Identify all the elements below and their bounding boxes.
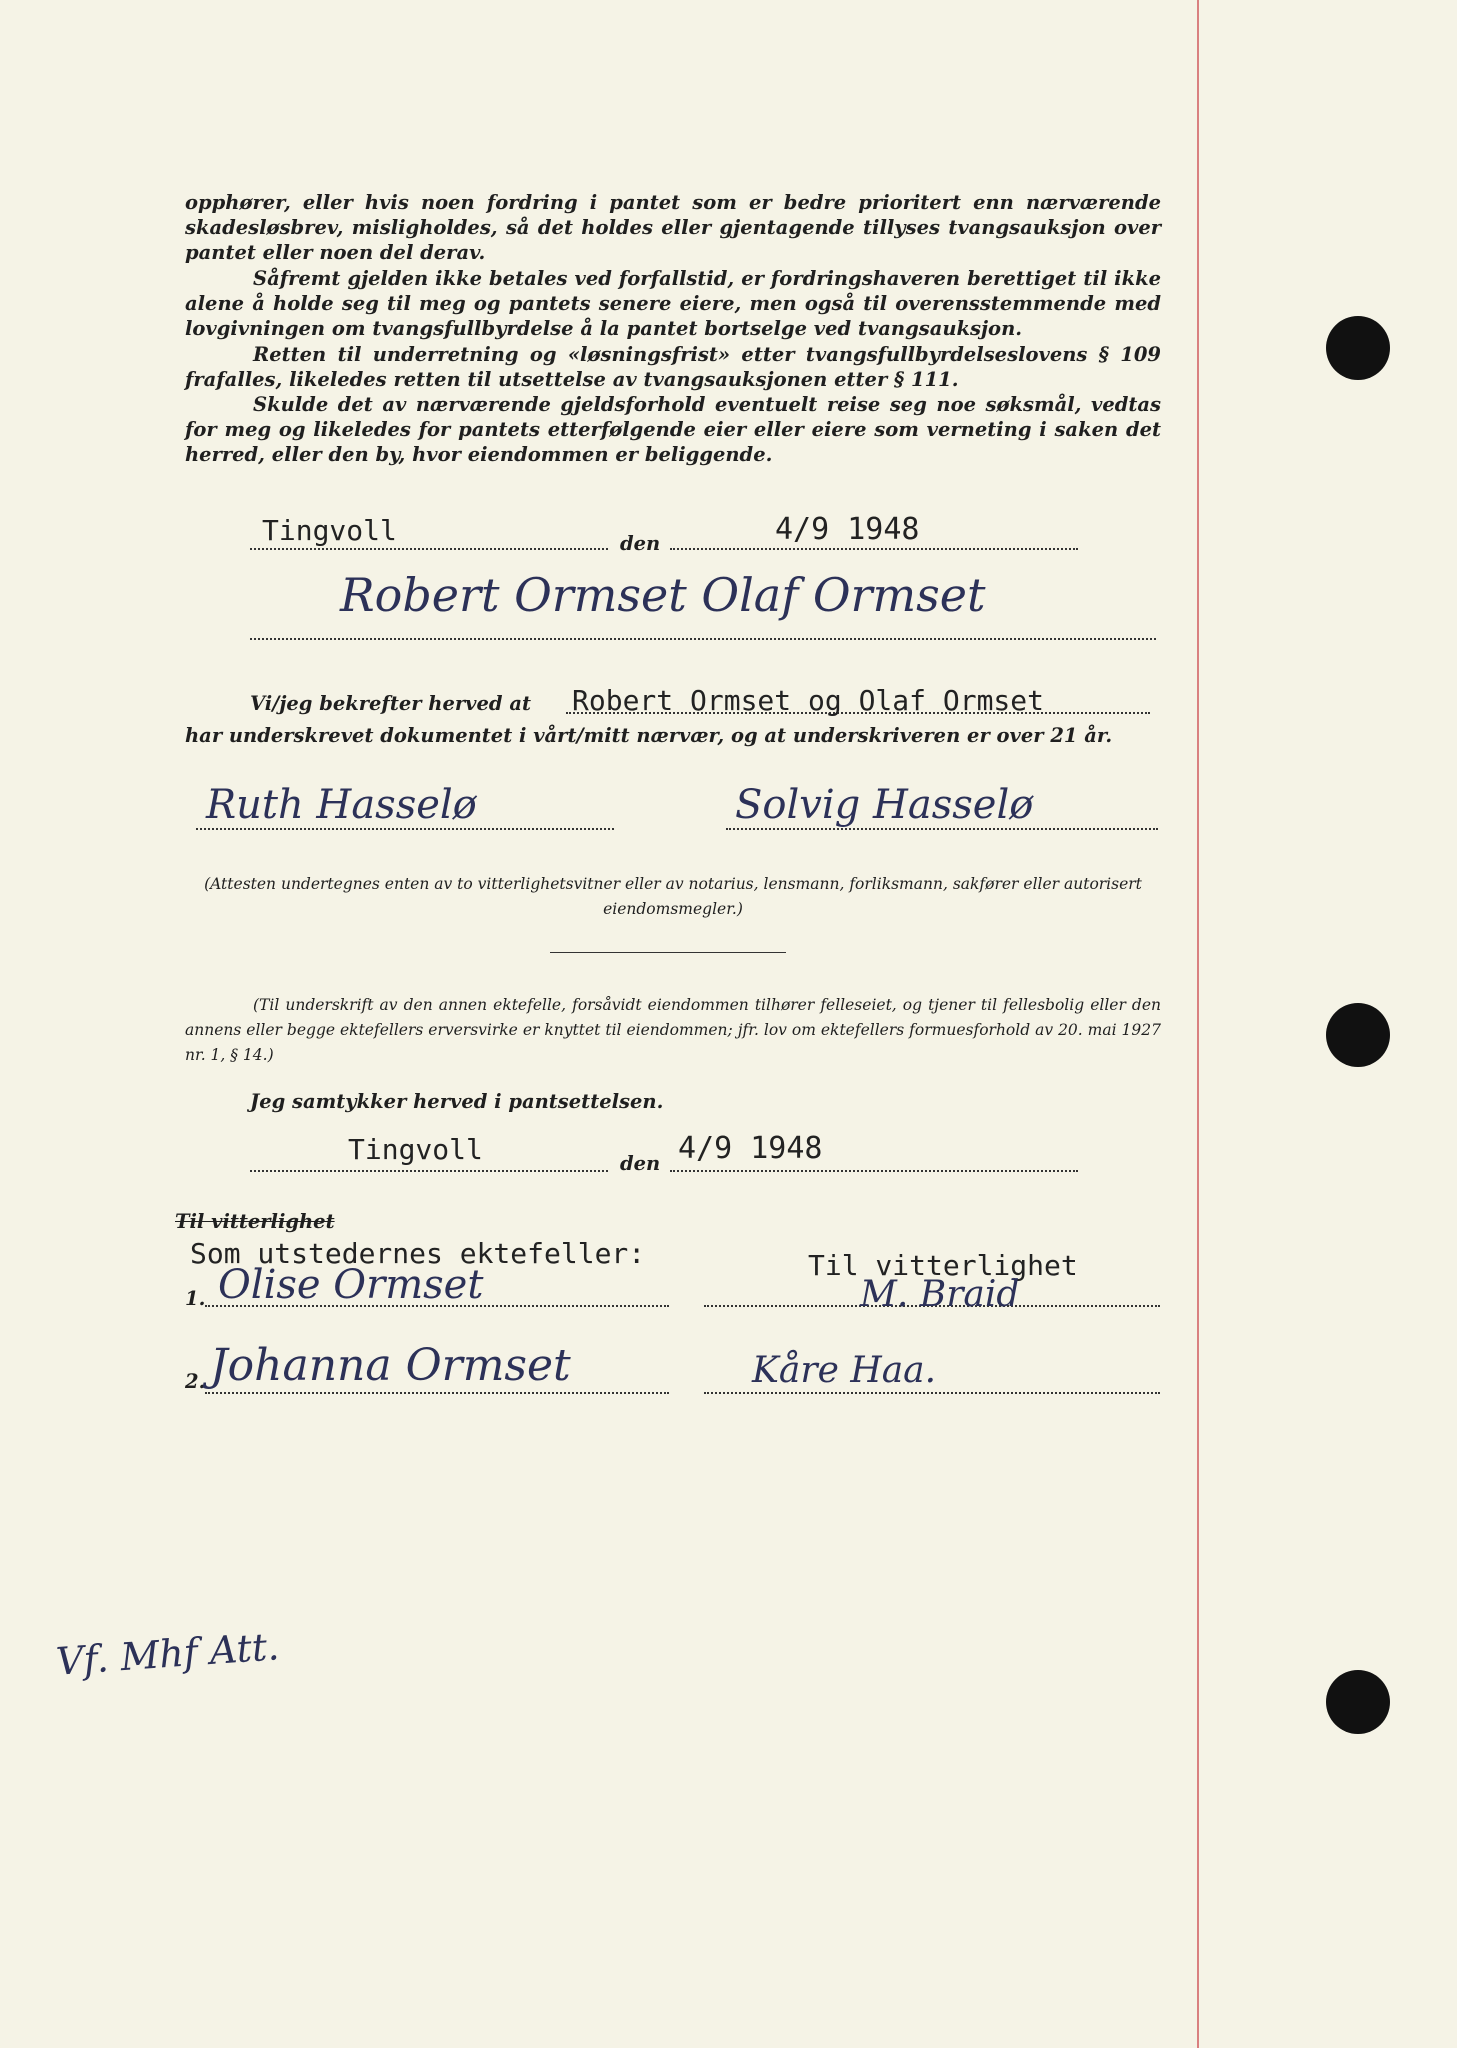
consent-text: Jeg samtykker herved i pantsettelsen. [250,1090,664,1113]
witness-heading: Til vitterlighet [808,1249,1078,1282]
margin-rule [1197,0,1199,2048]
den-label-2: den [620,1152,661,1175]
witness-line-2 [704,1392,1160,1394]
witness-signature-left: Ruth Hasselø [206,782,477,828]
signature-dotted-line [250,638,1156,640]
date-2: 4/9 1948 [678,1131,823,1166]
date-dotted-line-1 [670,548,1078,550]
place-1: Tingvoll [262,514,397,547]
spouses-heading: Som utstedernes ektefeller: [190,1237,646,1270]
punch-hole-bottom [1326,1670,1390,1734]
attest-names: Robert Ormset og Olaf Ormset [572,684,1045,717]
punch-hole-top [1326,316,1390,380]
witness-line-right [726,828,1158,830]
witness-signature-right: Solvig Hasselø [735,782,1034,828]
punch-hole-middle [1326,1003,1390,1067]
body-paragraph-4: Skulde det av nærværende gjeldsforhold eventuelt reise seg noe søksmål, vedtas for meg og likeledes for pantets etterfølgende eier eller eiere som verneting i saken det herred, eller den by, hvor eiendommen er beliggende. [185,393,1161,466]
place-2: Tingvoll [348,1133,483,1166]
body-paragraph-1: opphører, eller hvis noen fordring i pantet som er bedre prioritert enn nærværende skadesløsbrev, misligholdes, så det holdes eller gjentagende tillyses tvangsauksjon over pantet eller noen del derav. [185,191,1161,264]
attest-prefix: Vi/jeg bekrefter herved at [250,692,531,715]
place-dotted-line-2 [250,1170,608,1172]
den-label-1: den [620,532,661,555]
witness-signature-2: Kåre Haa. [752,1350,937,1391]
attest-line-2: har underskrevet dokumentet i vårt/mitt nærvær, og at underskriveren er over 21 år. [185,724,1113,747]
body-paragraph-3: Retten til underretning og «løsningsfrist» etter tvangsfullbyrdelseslovens § 109 frafalles, likeledes retten til utsettelse av tvangsauksjonen etter § 111. [185,343,1161,391]
separator-rule [550,952,786,953]
place-dotted-line-1 [250,548,608,550]
spouse-line-2 [205,1392,669,1394]
witness-signature-1: M. Braid [860,1274,1020,1315]
date-dotted-line-2 [670,1170,1078,1172]
struck-til-vitterlighet: Til vitterlighet [175,1210,335,1233]
spouse-signature-2: Johanna Ormset [210,1340,571,1391]
spouse-row-1-number: 1. [185,1287,206,1310]
body-paragraph-2: Såfremt gjelden ikke betales ved forfallstid, er fordringshaveren berettiget til ikke alene å holde seg til meg og pantets senere eiere, men også til overensstemmende med lovgivningen om tvangsfullbyrdelse å la pantet bortselge ved tvangsauksjon. [185,267,1161,340]
margin-note: Vf. Mhf Att. [54,1624,281,1684]
witness-line-left [196,828,614,830]
spouse-row-2-number: 2. [185,1370,206,1393]
attest-note: (Attesten undertegnes enten av to vitterlighetsvitner eller av notarius, lensmann, forliksmann, sakfører eller autorisert eiendomsmegler.) [204,875,1142,918]
spouse-note: (Til underskrift av den annen ektefelle, forsåvidt eiendommen tilhører felleseiet, og tjener til fellesbolig eller den annens eller begge ektefellers erversvirke er knyttet til eiendommen; jfr. lov om ektefellers formuesforhold av 20. mai 1927 nr. 1, § 14.) [185,996,1161,1064]
spouse-signature-1: Olise Ormset [218,1262,484,1308]
date-1: 4/9 1948 [775,512,920,547]
owner-signatures: Robert Ormset Olaf Ormset [340,568,986,622]
